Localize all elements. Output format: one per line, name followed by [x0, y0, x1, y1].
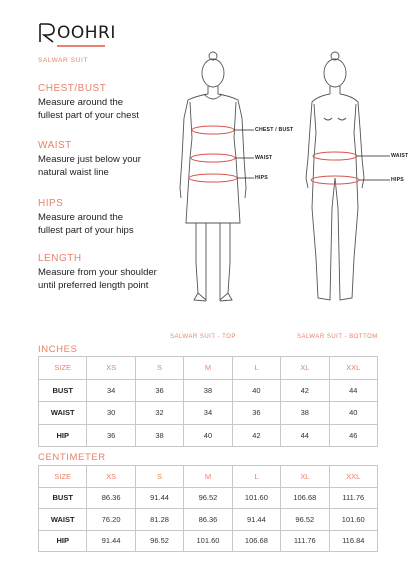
table-cell: 86.36: [87, 487, 135, 509]
measure-hips: [38, 198, 188, 237]
measure-waist-title: WAIST: [38, 140, 72, 151]
table-cell: 40: [232, 379, 280, 402]
size-header: SIZE: [39, 466, 87, 488]
size-s: S: [135, 466, 183, 488]
table-cell: 76.20: [87, 509, 135, 531]
callout-hips-bottom: HIPS: [391, 177, 404, 183]
size-xxl: XXL: [329, 357, 377, 380]
table-cell: 36: [87, 424, 135, 447]
row-label: BUST: [39, 487, 87, 509]
table-cell: 106.68: [232, 530, 280, 552]
table-row: [39, 424, 378, 447]
brand-name: OOHRI: [57, 23, 116, 43]
table-cell: 101.60: [232, 487, 280, 509]
table-cell: 34: [87, 379, 135, 402]
waist-marker-bottom: [313, 152, 357, 160]
centimeter-title: CENTIMETER: [38, 452, 106, 463]
table-cell: 111.76: [329, 487, 377, 509]
measure-hips-desc: Measure around the fullest part of your hips: [38, 212, 134, 236]
callout-waist-bottom: WAIST: [391, 153, 409, 159]
table-header-row: [39, 466, 378, 488]
row-label: HIP: [39, 530, 87, 552]
table-cell: 36: [135, 379, 183, 402]
centimeter-table: [38, 465, 378, 552]
hips-marker: [189, 174, 237, 182]
page-subtitle: SALWAR SUIT: [38, 57, 88, 64]
measure-waist: [38, 140, 188, 179]
caption-bottom: SALWAR SUIT - BOTTOM: [297, 334, 378, 340]
inches-title: INCHES: [38, 344, 78, 355]
table-cell: 91.44: [232, 509, 280, 531]
table-cell: 38: [281, 402, 329, 425]
logo-underline: [57, 45, 105, 47]
table-cell: 96.52: [184, 487, 232, 509]
table-row: [39, 402, 378, 425]
size-xl: XL: [281, 357, 329, 380]
size-m: M: [184, 357, 232, 380]
caption-top: SALWAR SUIT - TOP: [170, 334, 236, 340]
table-cell: 106.68: [281, 487, 329, 509]
table-cell: 111.76: [281, 530, 329, 552]
figure-top-illustration: [168, 48, 268, 310]
measure-length-desc: Measure from your shoulder until preferred length point: [38, 267, 157, 291]
brand-logo: [38, 22, 116, 44]
table-cell: 81.28: [135, 509, 183, 531]
measure-chest-desc: Measure around the fullest part of your chest: [38, 97, 139, 121]
callout-chest: CHEST / BUST: [255, 127, 294, 133]
table-cell: 42: [232, 424, 280, 447]
inches-table: [38, 356, 378, 447]
chest-marker: [192, 126, 234, 134]
table-cell: 38: [135, 424, 183, 447]
table-cell: 91.44: [87, 530, 135, 552]
measure-waist-desc: Measure just below your natural waist line: [38, 154, 141, 178]
size-xs: XS: [87, 357, 135, 380]
size-s: S: [135, 357, 183, 380]
table-cell: 34: [184, 402, 232, 425]
table-cell: 42: [281, 379, 329, 402]
size-l: L: [232, 357, 280, 380]
table-cell: 44: [281, 424, 329, 447]
waist-marker: [191, 154, 235, 162]
row-label: HIP: [39, 424, 87, 447]
row-label: WAIST: [39, 402, 87, 425]
table-cell: 30: [87, 402, 135, 425]
row-label: BUST: [39, 379, 87, 402]
table-cell: 38: [184, 379, 232, 402]
size-xs: XS: [87, 466, 135, 488]
row-label: WAIST: [39, 509, 87, 531]
table-cell: 36: [232, 402, 280, 425]
table-cell: 40: [329, 402, 377, 425]
measure-chest: [38, 83, 188, 122]
size-xl: XL: [281, 466, 329, 488]
callout-waist: WAIST: [255, 155, 273, 161]
table-header-row: [39, 357, 378, 380]
measure-length-title: LENGTH: [38, 253, 82, 264]
measure-chest-title: CHEST/BUST: [38, 83, 107, 94]
callout-hips-top: HIPS: [255, 175, 268, 181]
table-cell: 116.84: [329, 530, 377, 552]
figure-bottom-illustration: [300, 48, 400, 310]
table-cell: 101.60: [184, 530, 232, 552]
measure-hips-title: HIPS: [38, 198, 64, 209]
table-cell: 91.44: [135, 487, 183, 509]
size-l: L: [232, 466, 280, 488]
table-cell: 44: [329, 379, 377, 402]
measure-length: [38, 253, 188, 292]
table-cell: 86.36: [184, 509, 232, 531]
logo-mark-icon: [38, 23, 56, 43]
size-xxl: XXL: [329, 466, 377, 488]
table-cell: 46: [329, 424, 377, 447]
table-row: [39, 509, 378, 531]
size-header: SIZE: [39, 357, 87, 380]
table-cell: 40: [184, 424, 232, 447]
table-row: [39, 530, 378, 552]
size-m: M: [184, 466, 232, 488]
table-row: [39, 487, 378, 509]
table-cell: 96.52: [135, 530, 183, 552]
table-cell: 101.60: [329, 509, 377, 531]
table-row: [39, 379, 378, 402]
table-cell: 96.52: [281, 509, 329, 531]
table-cell: 32: [135, 402, 183, 425]
